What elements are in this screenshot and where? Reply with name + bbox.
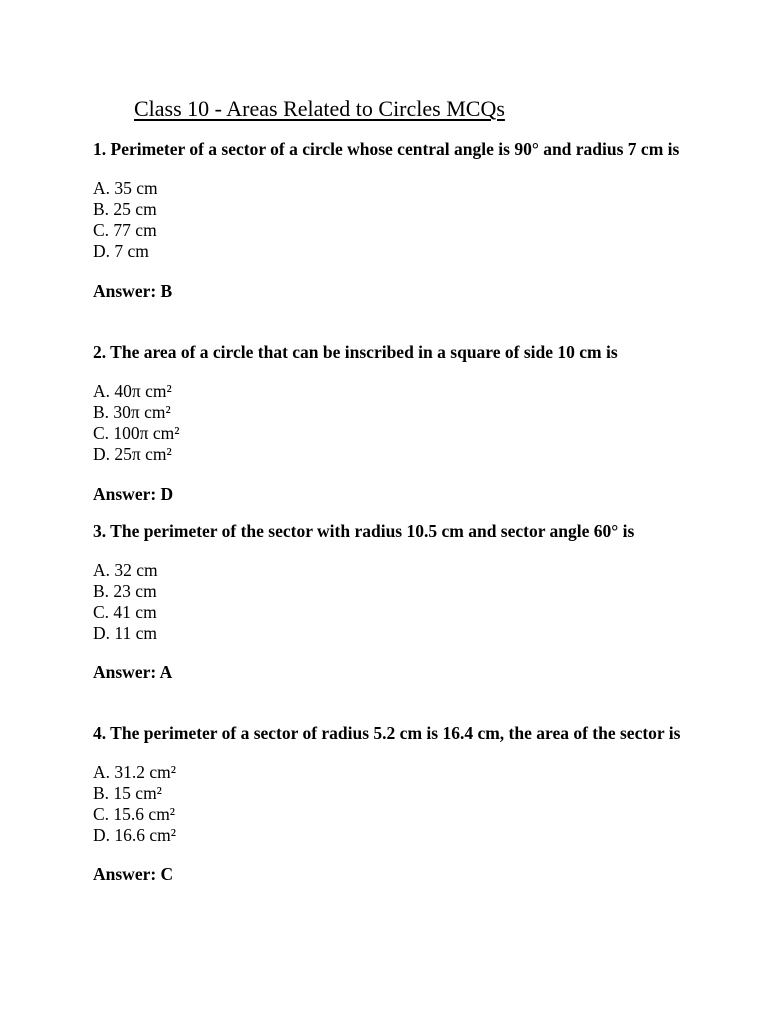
option-c: C. 41 cm [93,602,157,622]
option-b: B. 25 cm [93,199,157,219]
option-c: C. 100π cm² [93,423,180,443]
question-text: 4. The perimeter of a sector of radius 5.2 cm is 16.4 cm, the area of the sector is [93,723,681,743]
option-b: B. 23 cm [93,581,157,601]
answer-text: Answer: D [93,484,174,504]
page-title: Class 10 - Areas Related to Circles MCQs [134,96,505,121]
option-a: A. 40π cm² [93,381,172,401]
question-block-1 [93,139,693,302]
option-c: C. 77 cm [93,220,157,240]
question-block-4 [93,723,693,885]
option-a: A. 32 cm [93,560,158,580]
option-list [93,178,693,262]
option-d: D. 25π cm² [93,444,172,464]
answer-text: Answer: A [93,662,173,682]
option-b: B. 15 cm² [93,783,162,803]
option-d: D. 7 cm [93,241,149,261]
option-list [93,762,693,846]
question-block-2 [93,342,693,505]
option-list [93,560,693,644]
option-d: D. 11 cm [93,623,157,643]
question-text: 1. Perimeter of a sector of a circle whose central angle is 90° and radius 7 cm is [93,139,680,159]
option-c: C. 15.6 cm² [93,804,176,824]
answer-text: Answer: C [93,864,174,884]
option-a: A. 31.2 cm² [93,762,177,782]
option-b: B. 30π cm² [93,402,171,422]
question-block-3 [93,521,693,683]
question-text: 3. The perimeter of the sector with radius 10.5 cm and sector angle 60° is [93,521,635,541]
question-text: 2. The area of a circle that can be inscribed in a square of side 10 cm is [93,342,618,362]
option-list [93,381,693,465]
option-a: A. 35 cm [93,178,158,198]
answer-text: Answer: B [93,281,173,301]
option-d: D. 16.6 cm² [93,825,177,845]
